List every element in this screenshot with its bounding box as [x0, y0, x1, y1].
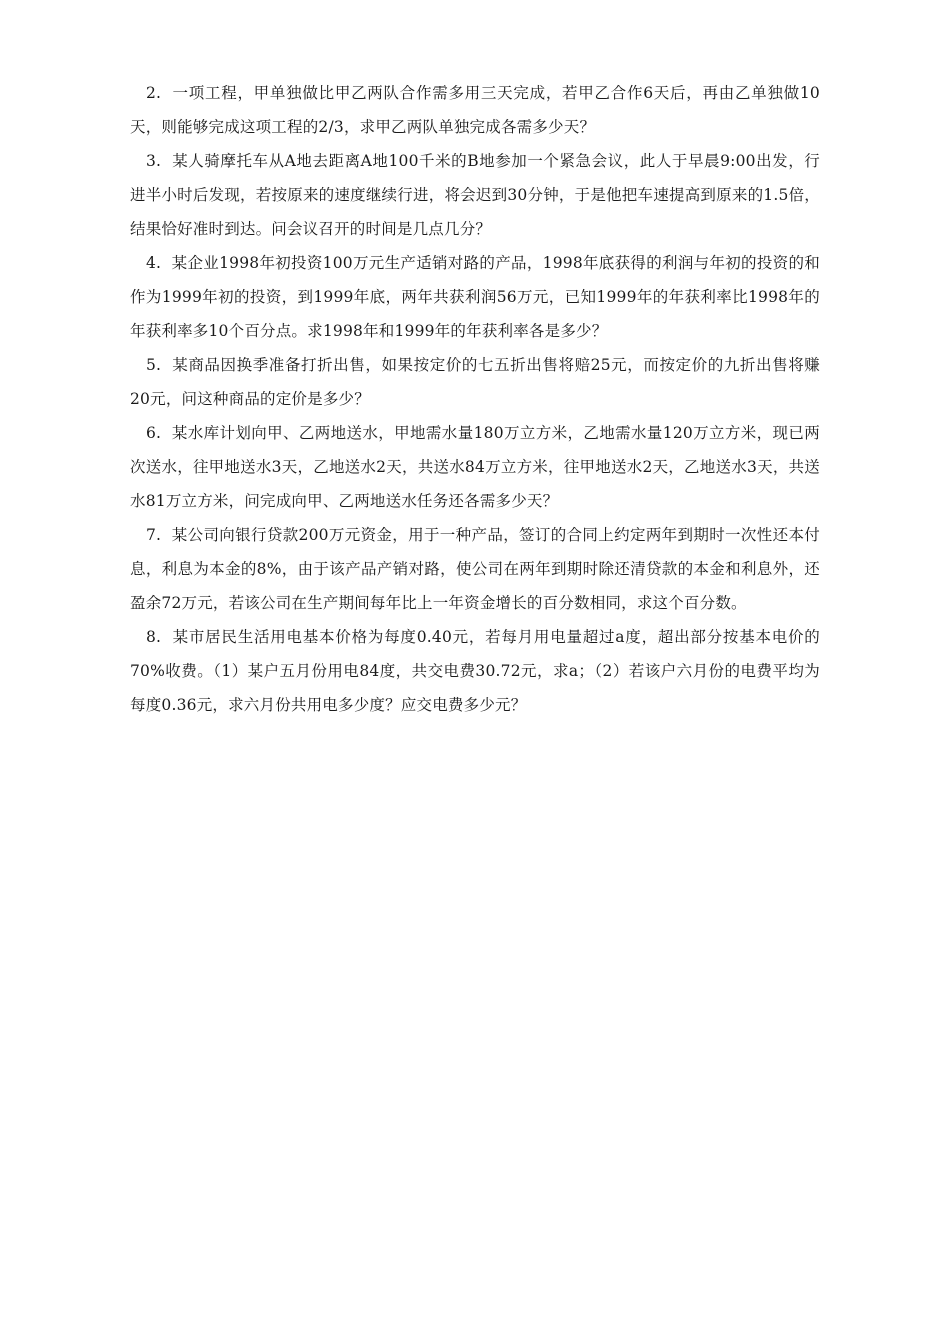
problem-text: 一项工程，甲单独做比甲乙两队合作需多用三天完成，若甲乙合作6天后，再由乙单独做10天，则能够完成这项工程的2/3，求甲乙两队单独完成各需多少天？	[130, 84, 820, 136]
problem-number: 4.	[146, 254, 162, 272]
problem-8	[130, 620, 820, 722]
problem-text: 某人骑摩托车从A地去距离A地100千米的B地参加一个紧急会议，此人于早晨9:00出发，行进半小时后发现，若按原来的速度继续行进，将会迟到30分钟，于是他把车速提高到原来的1.5倍，结果恰好准时到达。问会议召开的时间是几点几分？	[130, 152, 820, 238]
problem-text: 某企业1998年初投资100万元生产适销对路的产品，1998年底获得的利润与年初的投资的和作为1999年初的投资，到1999年底，两年共获利润56万元，已知1999年的年获利率比1998年的年获利率多10个百分点。求1998年和1999年的年获利率各是多少？	[130, 254, 820, 340]
problem-number: 8.	[146, 628, 162, 646]
problem-text: 某市居民生活用电基本价格为每度0.40元，若每月用电量超过a度，超出部分按基本电价的70%收费。（1）某户五月份用电84度，共交电费30.72元，求a；（2）若该户六月份的电费平均为每度0.36元，求六月份共用电多少度？应交电费多少元？	[130, 628, 820, 714]
problem-3	[130, 144, 820, 246]
problem-number: 6.	[146, 424, 162, 442]
problem-2	[130, 76, 820, 144]
problem-number: 3.	[146, 152, 162, 170]
problem-text: 某公司向银行贷款200万元资金，用于一种产品，签订的合同上约定两年到期时一次性还本付息，利息为本金的8%，由于该产品产销对路，使公司在两年到期时除还清贷款的本金和利息外，还盈余72万元，若该公司在生产期间每年比上一年资金增长的百分数相同，求这个百分数。	[130, 526, 820, 612]
problem-text: 某商品因换季准备打折出售，如果按定价的七五折出售将赔25元，而按定价的九折出售将赚20元，问这种商品的定价是多少？	[130, 356, 820, 408]
problem-6	[130, 416, 820, 518]
problem-list	[130, 76, 820, 722]
problem-4	[130, 246, 820, 348]
problem-number: 5.	[146, 356, 162, 374]
problem-number: 2.	[146, 84, 162, 102]
problem-7	[130, 518, 820, 620]
problem-text: 某水库计划向甲、乙两地送水，甲地需水量180万立方米，乙地需水量120万立方米，现已两次送水，往甲地送水3天，乙地送水2天，共送水84万立方米，往甲地送水2天，乙地送水3天，共送水81万立方米，问完成向甲、乙两地送水任务还各需多少天？	[130, 424, 820, 510]
problem-number: 7.	[146, 526, 162, 544]
problem-5	[130, 348, 820, 416]
